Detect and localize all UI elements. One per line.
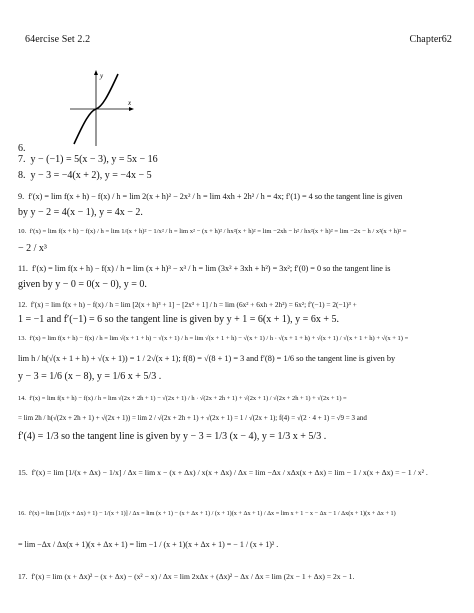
item-16-cont: = lim −Δx / Δx(x + 1)(x + Δx + 1) = lim −1 / (x + 1)(x + Δx + 1) = − 1 / (x + 1)² . [18,540,279,549]
item-9: 9. f′(x) = lim f(x + h) − f(x) / h = lim 2(x + h)² − 2x² / h = lim 4xh + 2h² / h = 4x; f′(1) = 4 so the tangent line is given [18,192,403,201]
item-17: 17. f′(x) = lim (x + Δx)² − (x + Δx) − (x² − x) / Δx = lim 2xΔx + (Δx)² − Δx / Δx = lim (2x − 1 + Δx) = 2x − 1. [18,572,355,581]
x-axis-arrow [129,107,134,111]
item-9-cont: by y − 2 = 4(x − 1), y = 4x − 2. [18,207,143,218]
x-axis-label: x [128,99,132,107]
item-6: 6. [18,143,26,154]
item-13-cont: lim h / h(√(x + 1 + h) + √(x + 1)) = 1 / 2√(x + 1); f(8) = √(8 + 1) = 3 and f′(8) = 1/6 so the tangent line is given by [18,354,396,363]
item-16: 16. f′(x) = lim [1/((x + Δx) + 1) − 1/(x + 1)] / Δx = lim (x + 1) − (x + Δx + 1) / (x + 1)(x + Δx + 1) / Δx = lim x + 1 − x − Δx − 1 / Δx(x + 1)(x + Δx + 1) [18,510,396,517]
item-12: 12. f′(x) = lim f(x + h) − f(x) / h = lim [2(x + h)³ + 1] − [2x³ + 1] / h = lim (6x² + 6xh + 2h²) = 6x²; f′(−1) = 2(−1)³ + [18,300,357,309]
running-header-left: 64ercise Set 2.2 [25,34,91,45]
item-12-cont: 1 = −1 and f′(−1) = 6 so the tangent line is given by y + 1 = 6(x + 1), y = 6x + 5. [18,314,339,325]
y-axis-arrow [94,70,98,75]
item-7: 7. y − (−1) = 5(x − 3), y = 5x − 16 [18,154,158,165]
item-10-cont: − 2 / x³ [18,243,47,254]
item-8: 8. y − 3 = −4(x + 2), y = −4x − 5 [18,170,152,181]
item-14: 14. f′(x) = lim f(x + h) − f(x) / h = lim √(2x + 2h + 1) − √(2x + 1) / h · √(2x + 2h + 1) + √(2x + 1) / √(2x + 2h + 1) + √(2x + 1) = [18,395,347,402]
item-15: 15. f′(x) = lim [1/(x + Δx) − 1/x] / Δx = lim x − (x + Δx) / x(x + Δx) / Δx = lim −Δx / xΔx(x + Δx) = lim − 1 / x(x + Δx) = − 1 / x² . [18,468,428,477]
item-11-cont: given by y − 0 = 0(x − 0), y = 0. [18,279,147,290]
item-14-cont2: f′(4) = 1/3 so the tangent line is given by y − 3 = 1/3 (x − 4), y = 1/3 x + 5/3 . [18,431,327,442]
item-13: 13. f′(x) = lim f(x + h) − f(x) / h = lim √(x + 1 + h) − √(x + 1) / h = lim √(x + 1 + h) − √(x + 1) / h · √(x + 1 + h) + √(x + 1) / √(x + 1 + h) + √(x + 1) = [18,335,409,342]
cubic-graph-figure [70,70,140,150]
item-11: 11. f′(x) = lim f(x + h) − f(x) / h = lim (x + h)³ − x³ / h = lim (3x² + 3xh + h²) = 3x²; f′(0) = 0 so the tangent line is [18,264,391,273]
item-13-cont2: y − 3 = 1/6 (x − 8), y = 1/6 x + 5/3 . [18,371,162,382]
y-axis-label: y [100,72,104,80]
item-10: 10. f′(x) = lim f(x + h) − f(x) / h = lim 1/(x + h)² − 1/x² / h = lim x² − (x + h)² / hx²(x + h)² = lim −2xh − h² / hx²(x + h)² = lim −2x − h / x²(x + h)² = [18,228,407,235]
item-14-cont: = lim 2h / h(√(2x + 2h + 1) + √(2x + 1)) = lim 2 / √(2x + 2h + 1) + √(2x + 1) = 1 / √(2x + 1); f(4) = √(2 · 4 + 1) = √9 = 3 and [18,414,367,422]
running-header-right: Chapter62 [409,34,452,45]
